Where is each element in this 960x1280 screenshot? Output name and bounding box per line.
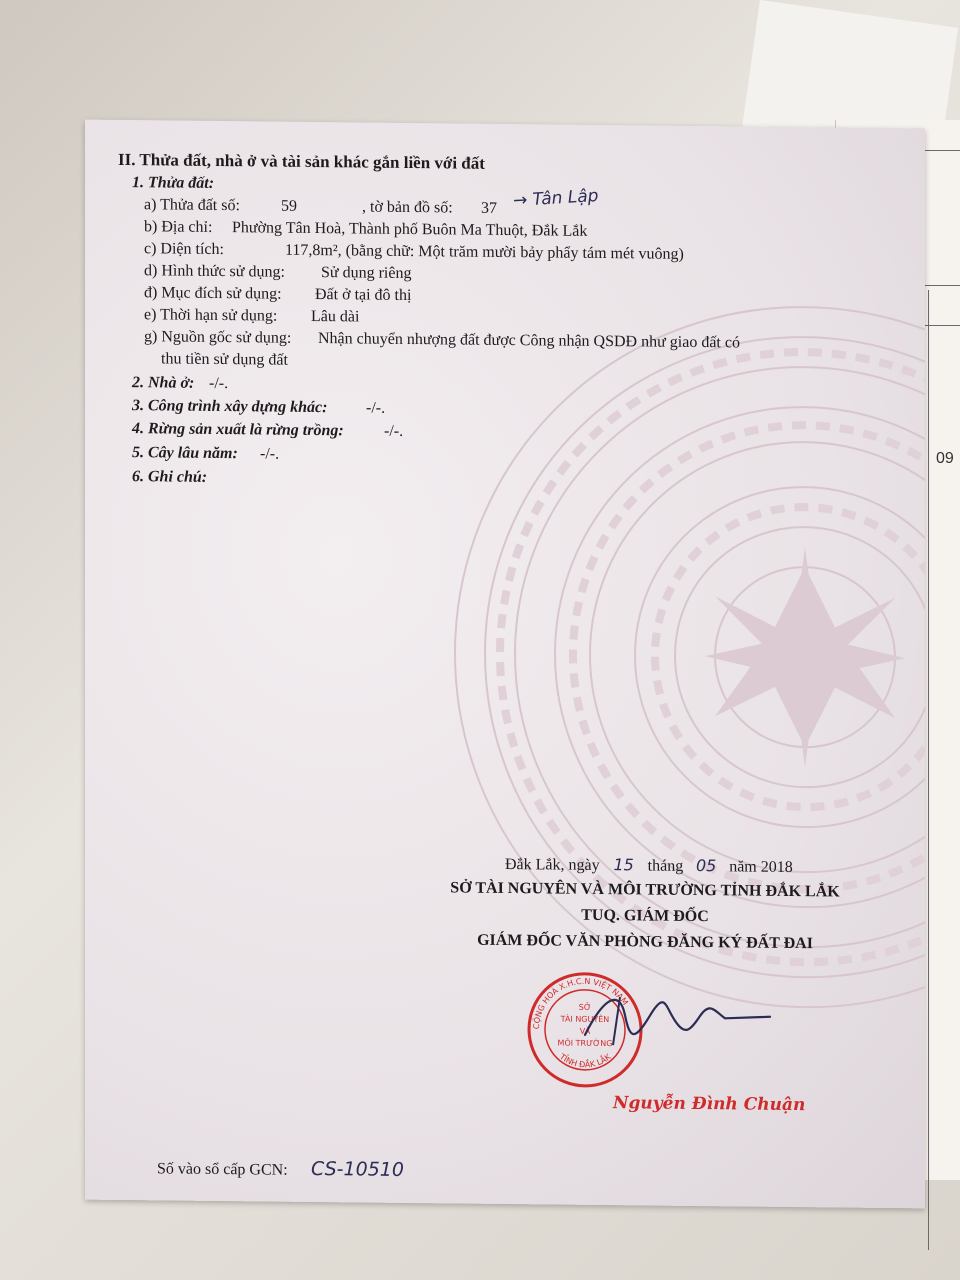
- adjacent-number: 09: [936, 450, 954, 467]
- parcel-number-label: a) Thửa đất số:: [144, 196, 240, 215]
- signing-authority: TUQ. GIÁM ĐỐC: [581, 906, 709, 926]
- seal-ring-text: CỘNG HOÀ X.H.C.N VIỆT NAM: [531, 976, 630, 1030]
- address-value: Phường Tân Hoà, Thành phố Buôn Ma Thuột, Đắk Lắk: [232, 219, 588, 240]
- registry-number: CS-10510: [311, 1157, 404, 1181]
- land-certificate-page: [85, 120, 925, 1209]
- area-value: 117,8m², (bằng chữ: Một trăm mười bảy phẩy tám mét vuông): [285, 241, 684, 263]
- signer-name: Nguyễn Đình Chuận: [613, 1093, 806, 1116]
- table-line: [928, 290, 929, 1250]
- forest-value: -/-.: [384, 422, 404, 440]
- usage-form-value: Sử dụng riêng: [321, 264, 412, 283]
- registry-label: Số vào sổ cấp GCN:: [157, 1160, 288, 1179]
- house-value: -/-.: [209, 374, 229, 393]
- signing-place: Đắk Lắk, ngày: [505, 856, 600, 874]
- parcel-number-value: 59: [281, 197, 297, 215]
- issuing-agency: SỞ TÀI NGUYÊN VÀ MÔI TRƯỜNG TỈNH ĐẮK LẮK: [450, 879, 840, 901]
- address-label: b) Địa chỉ:: [144, 218, 213, 236]
- signing-year: năm 2018: [729, 858, 793, 877]
- perennial-value: -/-.: [260, 445, 280, 463]
- signature-icon: [565, 985, 785, 1057]
- usage-term-value: Lâu dài: [311, 307, 360, 326]
- signing-month: 05: [696, 856, 717, 876]
- section-title: II. Thửa đất, nhà ở và tài sản khác gắn liền với đất: [118, 149, 485, 173]
- construction-value: -/-.: [366, 399, 386, 417]
- seal-line3: VÀ: [579, 1026, 591, 1036]
- map-sheet-label: , tờ bản đồ số:: [362, 198, 453, 217]
- usage-form-label: d) Hình thức sử dụng:: [144, 262, 285, 281]
- usage-purpose-value: Đất ở tại đô thị: [315, 286, 412, 305]
- land-heading: 1. Thửa đất:: [132, 174, 215, 192]
- perennial-label: 5. Cây lâu năm:: [132, 444, 238, 463]
- signing-day: 15: [613, 855, 634, 875]
- usage-origin-value-line1: Nhận chuyển nhượng đất được Công nhận QSDĐ như giao đất có: [318, 330, 740, 352]
- forest-label: 4. Rừng sản xuất là rừng trồng:: [132, 420, 344, 440]
- seal-line1: SỞ: [578, 1002, 592, 1012]
- area-label: c) Diện tích:: [144, 240, 224, 259]
- usage-term-label: e) Thời hạn sử dụng:: [144, 306, 278, 325]
- handwritten-ward-note: → Tân Lập: [512, 186, 600, 212]
- signing-date: [505, 854, 793, 877]
- signer-title: GIÁM ĐỐC VĂN PHÒNG ĐĂNG KÝ ĐẤT ĐAI: [477, 931, 813, 953]
- construction-label: 3. Công trình xây dựng khác:: [132, 397, 328, 417]
- usage-purpose-label: đ) Mục đích sử dụng:: [144, 284, 282, 303]
- seal-line4: MÔI TRƯỜNG: [557, 1038, 613, 1049]
- map-sheet-value: 37: [481, 199, 497, 217]
- usage-origin-value-line2: thu tiền sử dụng đất: [161, 350, 288, 369]
- house-label: 2. Nhà ở:: [132, 374, 195, 392]
- usage-origin-label: g) Nguồn gốc sử dụng:: [144, 328, 292, 347]
- seal-line2: TÀI NGUYÊN: [560, 1014, 610, 1025]
- seal-bottom-text: TỈNH ĐẮK LẮK: [557, 1052, 613, 1070]
- signing-month-label: tháng: [647, 857, 684, 875]
- note-label: 6. Ghi chú:: [132, 468, 208, 486]
